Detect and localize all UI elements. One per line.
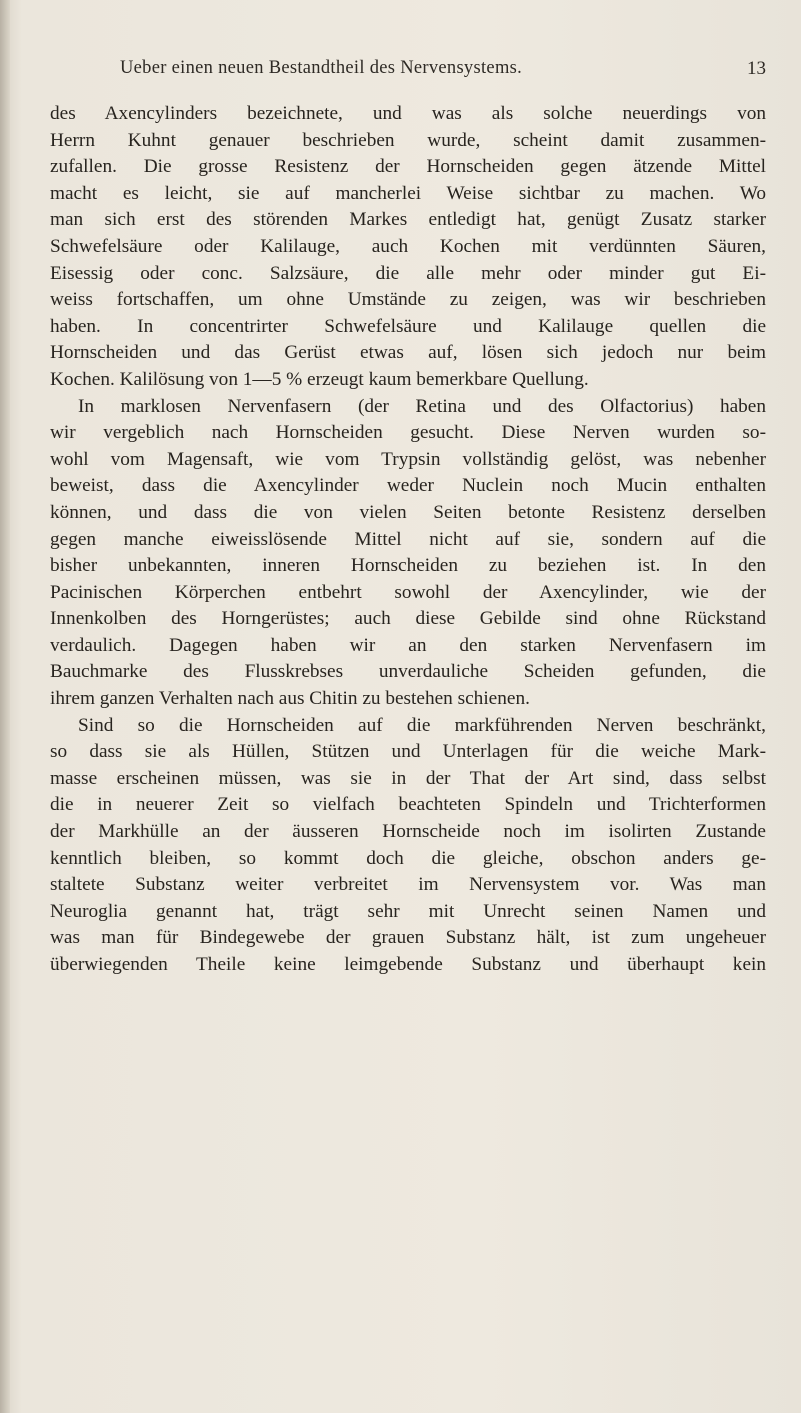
text-line: macht es leicht, sie auf mancherlei Weise sichtbar zu machen. Wo — [50, 182, 766, 204]
text-line: was man für Bindegewebe der grauen Substanz hält, ist zum ungeheuer — [50, 927, 766, 949]
text-line: ihrem ganzen Verhalten nach aus Chitin zu bestehen schienen. — [50, 688, 530, 710]
text-line: des Axencylinders bezeichnete, und was als solche neuerdings von — [50, 103, 766, 124]
text-line: In marklosen Nervenfasern (der Retina und des Olfactorius) haben — [78, 395, 766, 417]
text-line: haben. In concentrirter Schwefelsäure und Kalilauge quellen die — [50, 315, 766, 337]
text-line: zufallen. Die grosse Resistenz der Hornscheiden gegen ätzende Mittel — [50, 156, 766, 178]
text-line: die in neuerer Zeit so vielfach beachteten Spindeln und Trichterformen — [50, 794, 766, 816]
text-line: Sind so die Hornscheiden auf die markführenden Nerven beschränkt, — [78, 714, 766, 736]
text-line: Neuroglia genannt hat, trägt sehr mit Unrecht seinen Namen und — [50, 900, 766, 922]
text-line: kenntlich bleiben, so kommt doch die gleiche, obschon anders ge- — [50, 847, 766, 869]
text-line: so dass sie als Hüllen, Stützen und Unterlagen für die weiche Mark- — [50, 741, 766, 763]
text-line: Bauchmarke des Flusskrebses unverdauliche Scheiden gefunden, die — [50, 661, 766, 683]
text-line: wir vergeblich nach Hornscheiden gesucht. Diese Nerven wurden so- — [50, 422, 766, 444]
text-line: verdaulich. Dagegen haben wir an den starken Nervenfasern im — [50, 634, 766, 656]
text-line: überwiegenden Theile keine leimgebende Substanz und überhaupt kein — [50, 954, 766, 975]
running-header — [118, 58, 766, 88]
paragraph — [50, 394, 766, 713]
text-line: Pacinischen Körperchen entbehrt sowohl der Axencylinder, wie der — [50, 581, 766, 603]
running-title: Ueber einen neuen Bestandtheil des Nervensystems. — [120, 58, 523, 78]
text-line: der Markhülle an der äusseren Hornscheide noch im isolirten Zustande — [50, 821, 766, 843]
page-binding-edge — [0, 0, 10, 1413]
text-line: bisher unbekannten, inneren Hornscheiden zu beziehen ist. In den — [50, 555, 766, 577]
text-line: masse erscheinen müssen, was sie in der That der Art sind, dass selbst — [50, 767, 766, 789]
text-line: Kochen. Kalilösung von 1—5 % erzeugt kaum bemerkbare Quellung. — [50, 368, 589, 390]
paragraph — [50, 101, 766, 394]
text-line: Schwefelsäure oder Kalilauge, auch Kochen mit verdünnten Säuren, — [50, 235, 766, 257]
page-number: 13 — [747, 58, 766, 79]
text-line: Herrn Kuhnt genauer beschrieben wurde, scheint damit zusammen- — [50, 129, 766, 151]
body-text — [50, 101, 766, 979]
text-line: weiss fortschaffen, um ohne Umstände zu zeigen, was wir beschrieben — [50, 289, 766, 311]
text-line: Innenkolben des Horngerüstes; auch diese Gebilde sind ohne Rückstand — [50, 608, 766, 630]
text-line: man sich erst des störenden Markes entledigt hat, genügt Zusatz starker — [50, 209, 766, 231]
text-line: gegen manche eiweisslösende Mittel nicht auf sie, sondern auf die — [50, 528, 766, 550]
text-line: Hornscheiden und das Gerüst etwas auf, lösen sich jedoch nur beim — [50, 342, 766, 364]
text-line: beweist, dass die Axencylinder weder Nuclein noch Mucin enthalten — [50, 475, 766, 497]
paragraph — [50, 713, 766, 979]
text-line: Eisessig oder conc. Salzsäure, die alle mehr oder minder gut Ei- — [50, 262, 766, 284]
text-line: können, und dass die von vielen Seiten betonte Resistenz derselben — [50, 501, 766, 523]
text-line: staltete Substanz weiter verbreitet im Nervensystem vor. Was man — [50, 874, 766, 896]
text-line: wohl vom Magensaft, wie vom Trypsin vollständig gelöst, was nebenher — [50, 448, 766, 470]
